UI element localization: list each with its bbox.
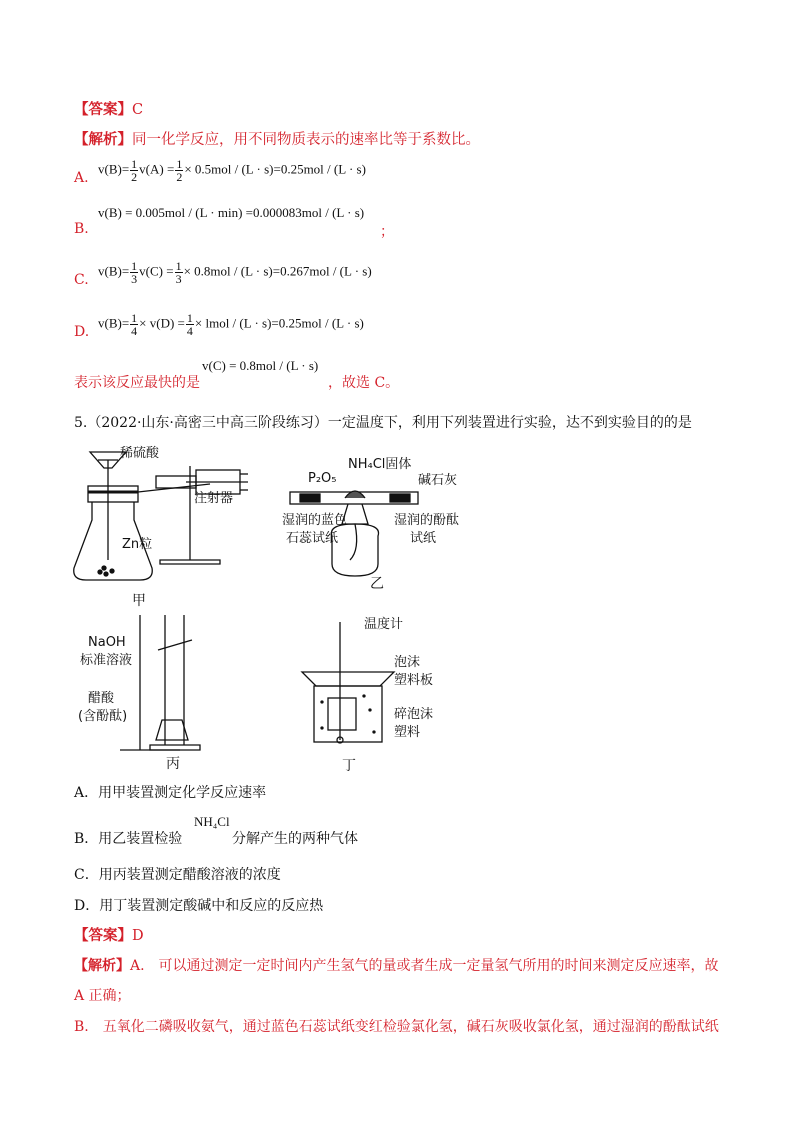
numerator: 1 bbox=[176, 157, 183, 171]
answer-label: 【答案】 bbox=[74, 101, 132, 118]
analysis-line-1 bbox=[74, 128, 480, 149]
option-a: A．用甲装置测定化学反应速率 bbox=[74, 785, 267, 801]
calc-d-letter: D. bbox=[74, 324, 90, 340]
label-lime: 碱石灰 bbox=[418, 473, 458, 488]
calc-c-mid: v(C) = bbox=[139, 263, 174, 279]
label-indicator: (含酚酞) bbox=[78, 709, 128, 724]
label-foam2: 塑料板 bbox=[394, 673, 434, 688]
label-blue2: 石蕊试纸 bbox=[286, 531, 339, 546]
option-c: C．用丙装置测定醋酸溶液的浓度 bbox=[74, 867, 281, 883]
numerator: 1 bbox=[131, 311, 138, 325]
denominator: 3 bbox=[131, 272, 138, 286]
label-nh4cl: NH₄Cl固体 bbox=[348, 457, 412, 472]
calc-d-formula bbox=[98, 312, 364, 337]
calc-a-letter: A. bbox=[74, 170, 89, 186]
fraction bbox=[175, 260, 183, 285]
conclusion-formula: v(C) = 0.8mol / (L · s) bbox=[202, 358, 319, 373]
caption-bing: 丙 bbox=[166, 756, 180, 772]
fraction bbox=[130, 312, 138, 337]
fraction bbox=[130, 158, 138, 183]
calc-a-formula bbox=[98, 158, 366, 183]
numerator: 1 bbox=[186, 311, 193, 325]
label-blue: 湿润的蓝色 bbox=[282, 513, 348, 528]
figure-ding-drawing bbox=[302, 622, 394, 743]
calc-d-lhs: v(B)= bbox=[98, 315, 130, 331]
figure-bing-drawing bbox=[120, 615, 200, 750]
calc-a-mid: v(A) = bbox=[139, 161, 175, 177]
denominator: 2 bbox=[176, 170, 183, 184]
answer-value: C bbox=[132, 102, 144, 118]
analysis-label: 【解析】 bbox=[74, 958, 130, 974]
numerator: 1 bbox=[131, 259, 138, 273]
analysis-text: 同一化学反应，用不同物质表示的速率比等于系数比。 bbox=[132, 132, 480, 148]
denominator: 4 bbox=[131, 324, 138, 338]
option-b-formula: NH₄Cl bbox=[194, 814, 230, 829]
analysis-label: 【解析】 bbox=[74, 131, 132, 148]
option-d: D．用丁装置测定酸碱中和反应的反应热 bbox=[74, 898, 324, 914]
answer-line-1 bbox=[74, 98, 143, 119]
question-5: 5.（2022·山东·高密三中高三阶段练习）一定温度下，利用下列装置进行实验，达不到实验目的的是 bbox=[74, 415, 692, 431]
calc-d-mid: × v(D) = bbox=[139, 315, 185, 331]
calc-c-lhs: v(B)= bbox=[98, 263, 130, 279]
calc-c-formula bbox=[98, 260, 372, 285]
calc-b-tail: ； bbox=[380, 224, 394, 240]
calc-b-letter: B. bbox=[74, 221, 89, 237]
caption-yi: 乙 bbox=[370, 576, 384, 592]
answer-label: 【答案】 bbox=[74, 927, 132, 944]
label-phen2: 试纸 bbox=[410, 531, 437, 546]
label-bits2: 塑料 bbox=[394, 725, 421, 740]
calc-c-letter: C. bbox=[74, 272, 89, 288]
label-naoh: NaOH bbox=[88, 635, 126, 650]
caption-ding: 丁 bbox=[342, 758, 356, 774]
label-acetic: 醋酸 bbox=[88, 691, 115, 706]
label-syringe: 注射器 bbox=[194, 491, 234, 506]
label-zn: Zn粒 bbox=[122, 537, 153, 552]
option-b-post: 分解产生的两种气体 bbox=[232, 831, 358, 847]
answer-value: D bbox=[132, 928, 144, 944]
label-foam1: 泡沫 bbox=[394, 655, 421, 670]
analysis-a-line1: A. 可以通过测定一定时间内产生氢气的量或者生成一定量氢气所用的时间来测定反应速率，故 bbox=[130, 958, 719, 974]
numerator: 1 bbox=[175, 259, 182, 273]
apparatus-figures bbox=[60, 440, 480, 780]
calc-c-rhs: × 0.8mol / (L · s)=0.267mol / (L · s) bbox=[183, 263, 372, 279]
label-phen: 湿润的酚酞 bbox=[394, 513, 460, 528]
fraction bbox=[186, 312, 194, 337]
label-p2o5: P₂O₅ bbox=[308, 471, 337, 486]
label-thermo: 温度计 bbox=[364, 617, 404, 632]
analysis-a-line2: A 正确； bbox=[74, 988, 131, 1004]
label-std: 标准溶液 bbox=[80, 653, 133, 668]
figure-jia-drawing bbox=[74, 452, 248, 580]
calc-a-lhs: v(B)= bbox=[98, 161, 130, 177]
calc-b-formula: v(B) = 0.005mol / (L · min) =0.000083mol / (L · s) bbox=[98, 205, 365, 220]
caption-jia: 甲 bbox=[132, 593, 146, 609]
denominator: 2 bbox=[131, 170, 138, 184]
conclusion-pre: 表示该反应最快的是 bbox=[74, 375, 200, 391]
answer-line-2 bbox=[74, 924, 144, 945]
analysis-b-line1: B. 五氧化二磷吸收氨气，通过蓝色石蕊试纸变红检验氯化氢，碱石灰吸收氯化氢，通过湿润的酚酞试纸 bbox=[74, 1019, 719, 1035]
denominator: 4 bbox=[186, 324, 193, 338]
label-acid: 稀硫酸 bbox=[120, 446, 160, 461]
calc-a-rhs: × 0.5mol / (L · s)=0.25mol / (L · s) bbox=[184, 161, 366, 177]
option-b-pre: B．用乙装置检验 bbox=[74, 831, 183, 847]
analysis-2-line-1 bbox=[74, 955, 719, 975]
calc-d-rhs: × lmol / (L · s)=0.25mol / (L · s) bbox=[194, 315, 364, 331]
fraction bbox=[130, 260, 138, 285]
conclusion-post: ，故选 C。 bbox=[328, 375, 400, 391]
fraction bbox=[175, 158, 183, 183]
label-bits1: 碎泡沫 bbox=[394, 707, 434, 722]
option-b bbox=[74, 814, 574, 854]
numerator: 1 bbox=[131, 157, 138, 171]
denominator: 3 bbox=[175, 272, 182, 286]
